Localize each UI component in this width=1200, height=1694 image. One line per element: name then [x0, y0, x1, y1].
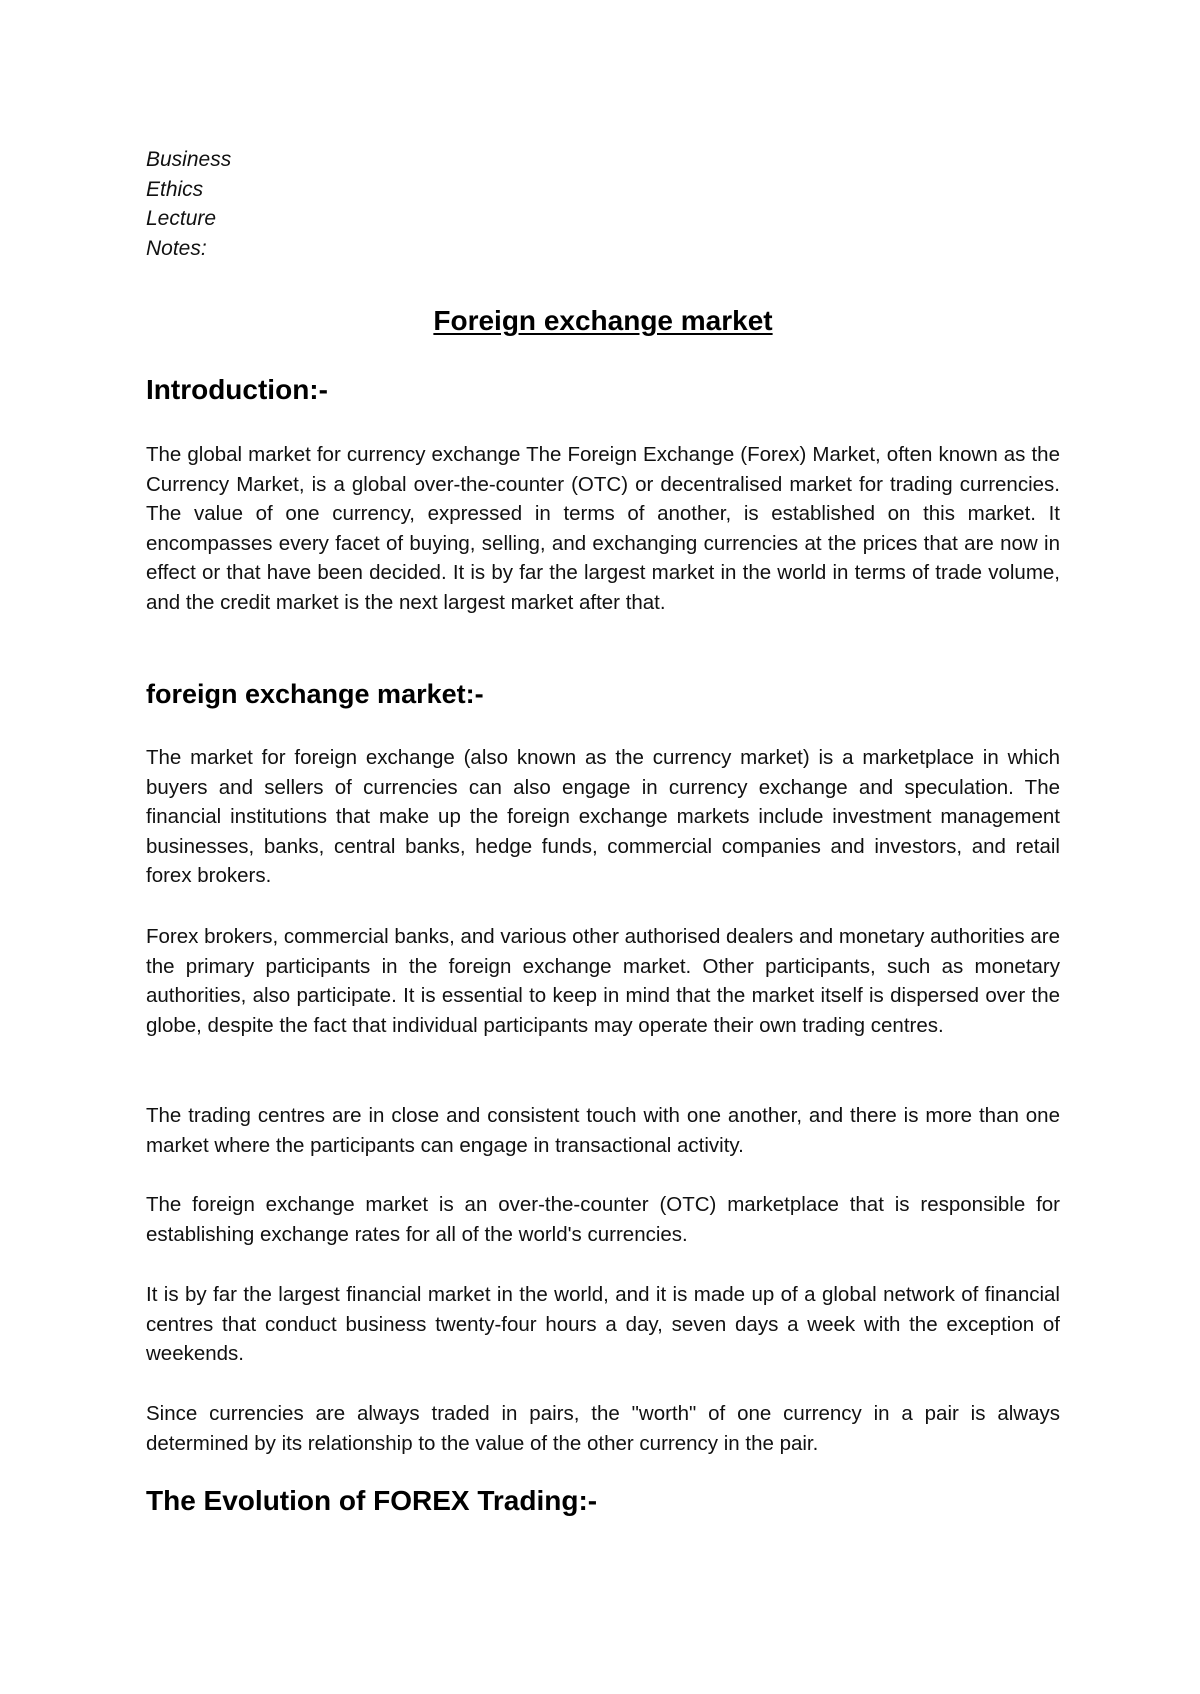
section-heading-introduction: Introduction:- — [146, 374, 328, 405]
paragraph: Forex brokers, commercial banks, and various other authorised dealers and monetary authorities are the primary participants in the foreign exchange market. Other participants, such as monetary authorities, also participate. It is essential to keep in mind that the market itself is dispersed over the globe, despite the fact that individual participants may operate their own trading centres. — [146, 925, 1060, 1037]
meta-line: Business — [146, 148, 232, 171]
section-heading-evolution-of-forex-trading: The Evolution of FOREX Trading:- — [146, 1485, 598, 1516]
paragraph: It is by far the largest financial market in the world, and it is made up of a global network of financial centres that conduct business twenty-four hours a day, seven days a week with the exception of weekends. — [146, 1283, 1060, 1366]
paragraph: Since currencies are always traded in pairs, the "worth" of one currency in a pair is always determined by its relationship to the value of the other currency in the pair. — [146, 1402, 1060, 1455]
paragraph: The trading centres are in close and consistent touch with one another, and there is more than one market where the participants can engage in transactional activity. — [146, 1104, 1060, 1157]
paragraph: The foreign exchange market is an over-the-counter (OTC) marketplace that is responsible for establishing exchange rates for all of the world's currencies. — [146, 1193, 1060, 1246]
meta-line: Ethics — [146, 177, 204, 201]
meta-line: Notes: — [146, 236, 207, 260]
document-meta — [146, 145, 231, 263]
paragraph: The global market for currency exchange The Foreign Exchange (Forex) Market, often known as the Currency Market, is a global over-the-counter (OTC) or decentralised market for trading currencies. The value of one currency, expressed in terms of another, is established on this market. It encompasses every facet of buying, selling, and exchanging currencies at the prices that are now in effect or that have been decided. It is by far the largest market in the world in terms of trade volume, and the credit market is the next largest market after that. — [146, 443, 1060, 614]
meta-line: Lecture — [146, 207, 217, 230]
section-heading-foreign-exchange-market: foreign exchange market:- — [146, 679, 484, 709]
paragraph: The market for foreign exchange (also known as the currency market) is a marketplace in which buyers and sellers of currencies can also engage in currency exchange and speculation. The financial institutions that make up the foreign exchange markets include investment management businesses, banks, central banks, hedge funds, commercial companies and investors, and retail forex brokers. — [146, 746, 1060, 888]
document-title: Foreign exchange market — [433, 305, 773, 336]
